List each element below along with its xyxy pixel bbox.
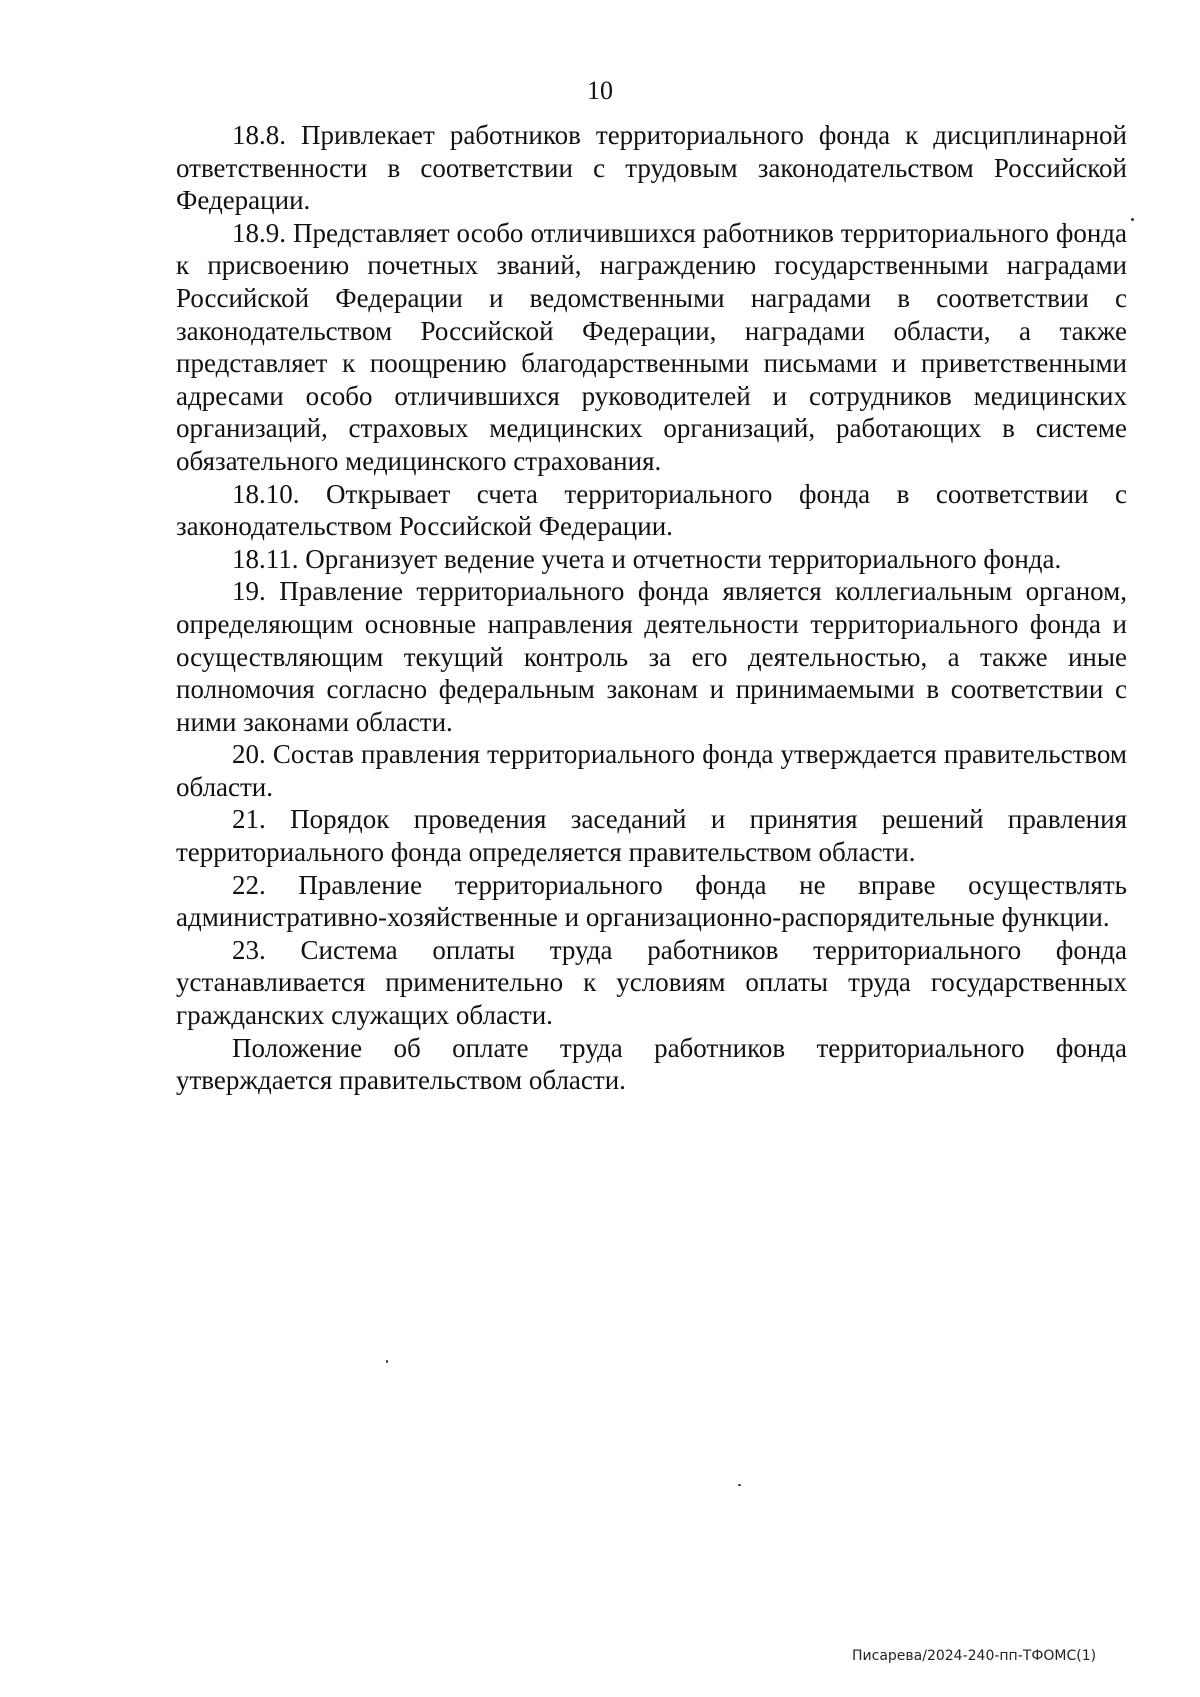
paragraph-pay-regulation: Положение об оплате труда работников территориального фонда утверждается правительством области. xyxy=(176,1032,1127,1096)
paragraph-20: 20. Состав правления территориального фонда утверждается правительством области. xyxy=(176,739,1127,802)
scan-speck xyxy=(738,1484,741,1486)
paragraph-18-10: 18.10. Открывает счета территориального фонда в соответствии с законодательством Российской Федерации. xyxy=(176,478,1127,542)
paragraph-19: 19. Правление территориального фонда является коллегиальным органом, определяющим основные направления деятельности территориального фонда и осуществляющим текущий контроль за его деятельностью, а также иные полномочия согласно федеральным законам и принимаемыми в соответствии с ними законами области. xyxy=(176,576,1127,737)
paragraph-18-9: 18.9. Представляет особо отличившихся работников территориального фонда к присвоению почетных званий, награждению государственными наградами Российской Федерации и ведомственными наградами в соответствии с законодательством Российской Федерации, наградами области, а также представляет к поощрению благодарственными письмами и приветственными адресами особо отличившихся руководителей и сотрудников медицинских организаций, страховых медицинских организаций, работающих в системе обязательного медицинского страхования. xyxy=(176,217,1127,476)
paragraph-18-11: 18.11. Организует ведение учета и отчетности территориального фонда. xyxy=(232,543,1062,574)
scan-speck xyxy=(386,1360,388,1363)
page-number: 10 xyxy=(587,76,613,105)
document-footer-code: Писарева/2024-240-пп-ТФОМС(1) xyxy=(852,1648,1097,1664)
paragraph-22: 22. Правление территориального фонда не вправе осуществлять административно-хозяйственные и организационно-распорядительные функции. xyxy=(176,869,1127,933)
paragraph-21: 21. Порядок проведения заседаний и принятия решений правления территориального фонда определяется правительством области. xyxy=(176,804,1127,868)
scan-speck xyxy=(1131,218,1134,221)
paragraph-23: 23. Система оплаты труда работников территориального фонда устанавливается применительно к условиям оплаты труда государственных гражданских служащих области. xyxy=(176,934,1127,1031)
paragraph-18-8: 18.8. Привлекает работников территориального фонда к дисциплинарной ответственности в соответствии с трудовым законодательством Российской Федерации. xyxy=(176,120,1127,216)
document-body xyxy=(176,119,1127,1097)
